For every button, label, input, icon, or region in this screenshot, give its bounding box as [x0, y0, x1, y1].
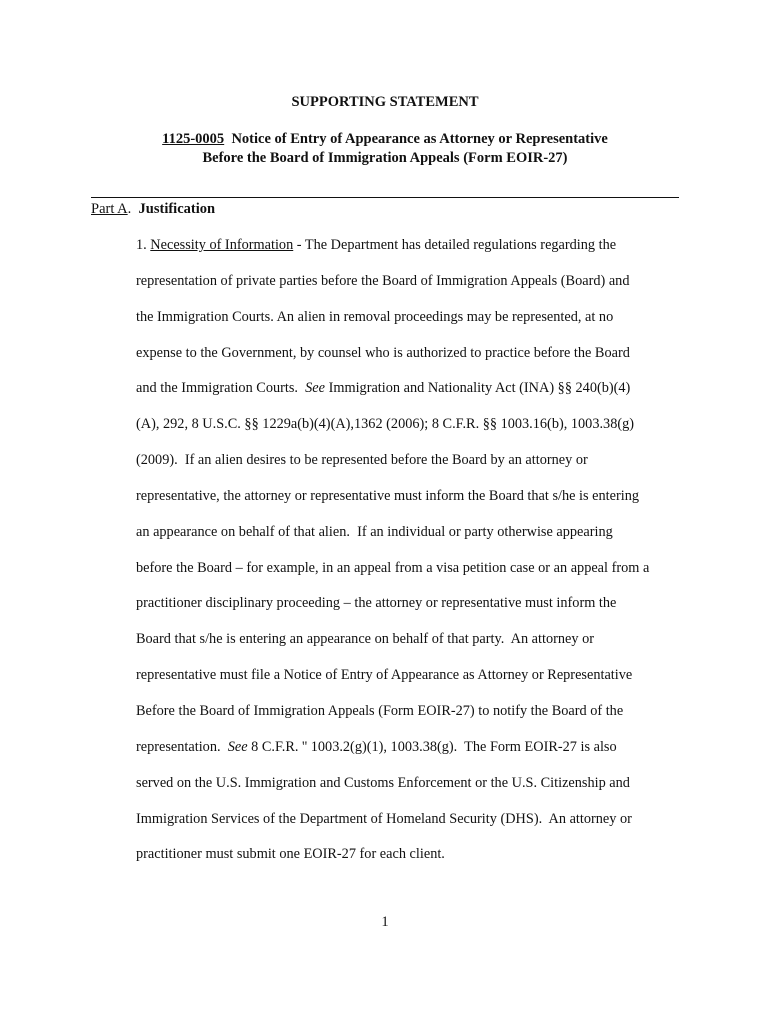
subtitle-line-1-text: Notice of Entry of Appearance as Attorney or Representative — [224, 131, 608, 147]
part-heading — [91, 201, 215, 218]
control-number: 1125-0005 — [162, 131, 225, 147]
body-line: representative must file a Notice of Entry of Appearance as Attorney or Representative — [136, 667, 633, 684]
body-line: (A), 292, 8 U.S.C. §§ 1229a(b)(4)(A),1362 (2006); 8 C.F.R. §§ 1003.16(b), 1003.38(g) — [136, 416, 635, 433]
page-number: 1 — [381, 914, 389, 930]
body-line: Board that s/he is entering an appearance on behalf of that party. An attorney or — [136, 631, 594, 648]
section-prefix: 1. — [136, 237, 151, 253]
body-line-text: representation. — [136, 738, 228, 755]
citation-signal: See — [227, 738, 248, 755]
part-label: Part A — [91, 201, 128, 217]
body-line — [136, 739, 696, 775]
body-line: practitioner disciplinary proceeding – the attorney or representative must inform the — [136, 595, 617, 612]
body-line — [136, 237, 696, 273]
body-line: (2009). If an alien desires to be represented before the Board by an attorney or — [136, 452, 588, 469]
part-separator: . — [127, 201, 139, 217]
document-subtitle — [0, 130, 770, 168]
body-line: practitioner must submit one EOIR-27 for each client. — [136, 846, 445, 863]
body-line — [136, 380, 696, 416]
body-line: served on the U.S. Immigration and Customs Enforcement or the U.S. Citizenship and — [136, 774, 630, 791]
horizontal-rule — [91, 197, 679, 198]
body-line: before the Board – for example, in an appeal from a visa petition case or an appeal from a — [136, 559, 650, 576]
body-line: an appearance on behalf of that alien. If an individual or party otherwise appearing — [136, 523, 613, 540]
body-line-text: 8 C.F.R. '' 1003.2(g)(1), 1003.38(g). The Form EOIR-27 is also — [247, 738, 617, 755]
part-title: Justification — [138, 201, 216, 217]
body-line-text: Immigration and Nationality Act (INA) §§ 240(b)(4) — [325, 380, 631, 397]
body-line: the Immigration Courts. An alien in removal proceedings may be represented, at no — [136, 308, 614, 325]
body-line: expense to the Government, by counsel who is authorized to practice before the Board — [136, 344, 630, 361]
body-line: Before the Board of Immigration Appeals (Form EOIR-27) to notify the Board of the — [136, 702, 624, 719]
body-text — [136, 237, 696, 882]
document-title: SUPPORTING STATEMENT — [291, 94, 479, 110]
body-line-text: - The Department has detailed regulations regarding the — [293, 237, 617, 253]
body-line: Immigration Services of the Department of Homeland Security (DHS). An attorney or — [136, 810, 632, 827]
subtitle-line-2: Before the Board of Immigration Appeals (Form EOIR-27) — [202, 150, 568, 166]
body-line: representative, the attorney or representative must inform the Board that s/he is entering — [136, 487, 640, 504]
section-title: Necessity of Information — [150, 237, 294, 253]
subtitle-line-1 — [0, 130, 770, 149]
citation-signal: See — [305, 380, 325, 397]
body-line-text: and the Immigration Courts. — [136, 380, 306, 397]
body-line: representation of private parties before the Board of Immigration Appeals (Board) and — [136, 272, 630, 289]
